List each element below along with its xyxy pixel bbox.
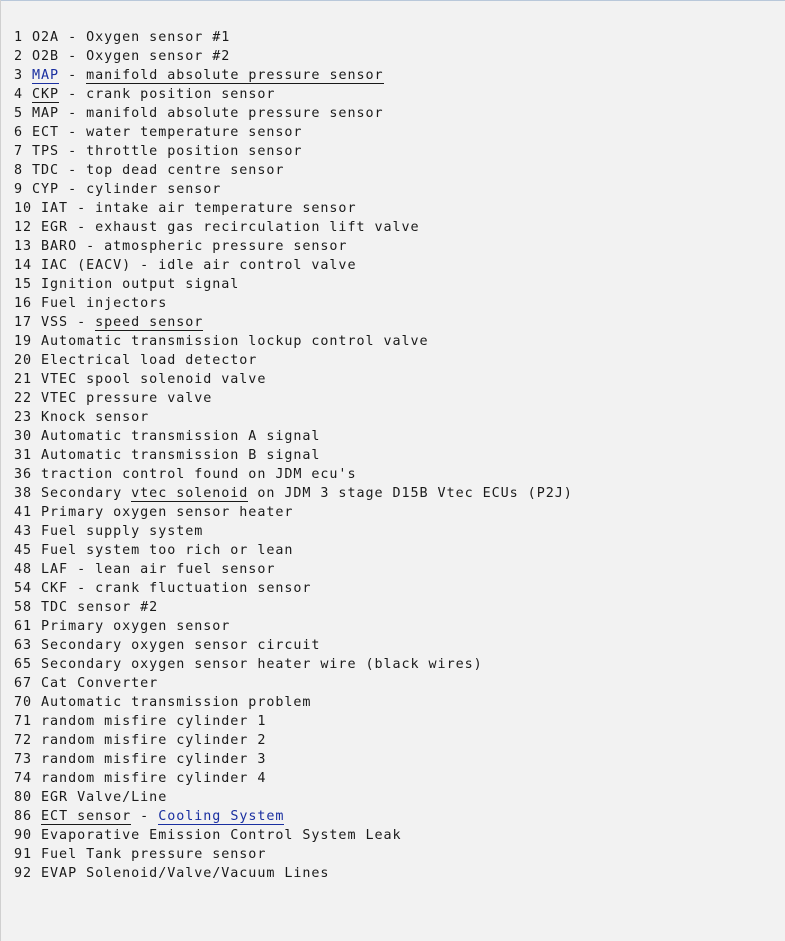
code-line [14, 408, 573, 427]
code-line [14, 142, 573, 161]
code-text: 80 EGR Valve/Line [14, 790, 168, 805]
underlined-term: speed sensor [95, 315, 204, 330]
code-line [14, 275, 573, 294]
top-border [0, 0, 785, 1]
code-text: 38 Secondary [14, 486, 132, 501]
code-text: 23 Knock sensor [14, 410, 150, 425]
code-line [14, 370, 573, 389]
left-border [0, 0, 1, 941]
code-text: 65 Secondary oxygen sensor heater wire (black wires) [14, 657, 483, 672]
code-text: 20 Electrical load detector [14, 353, 258, 368]
code-line [14, 522, 573, 541]
code-text: 43 Fuel supply system [14, 524, 204, 539]
code-line [14, 199, 573, 218]
code-line [14, 256, 573, 275]
code-text: 7 TPS - throttle position sensor [14, 144, 303, 159]
code-list [14, 28, 573, 883]
code-line [14, 28, 573, 47]
code-text: 61 Primary oxygen sensor [14, 619, 231, 634]
code-line [14, 541, 573, 560]
code-line [14, 332, 573, 351]
code-text: 13 BARO - atmospheric pressure sensor [14, 239, 348, 254]
code-text: 10 IAT - intake air temperature sensor [14, 201, 357, 216]
code-line [14, 674, 573, 693]
code-line [14, 579, 573, 598]
code-line [14, 104, 573, 123]
code-text: 90 Evaporative Emission Control System Leak [14, 828, 402, 843]
code-text: 6 ECT - water temperature sensor [14, 125, 303, 140]
code-text: 92 EVAP Solenoid/Valve/Vacuum Lines [14, 866, 330, 881]
code-text: 67 Cat Converter [14, 676, 159, 691]
code-text: 91 Fuel Tank pressure sensor [14, 847, 267, 862]
code-line [14, 560, 573, 579]
code-line [14, 123, 573, 142]
code-line [14, 66, 573, 85]
code-line [14, 484, 573, 503]
code-text: 63 Secondary oxygen sensor circuit [14, 638, 321, 653]
code-text: 73 random misfire cylinder 3 [14, 752, 267, 767]
code-text: 74 random misfire cylinder 4 [14, 771, 267, 786]
code-text: - [59, 68, 87, 83]
code-text: 1 O2A - Oxygen sensor #1 [14, 30, 231, 45]
code-line [14, 636, 573, 655]
code-link[interactable]: MAP [32, 68, 60, 83]
code-text: 72 random misfire cylinder 2 [14, 733, 267, 748]
code-line [14, 427, 573, 446]
code-line [14, 85, 573, 104]
code-line [14, 655, 573, 674]
code-text: 9 CYP - cylinder sensor [14, 182, 222, 197]
code-line [14, 503, 573, 522]
code-text: 15 Ignition output signal [14, 277, 240, 292]
code-line [14, 161, 573, 180]
code-line [14, 294, 573, 313]
code-text: 3 [14, 68, 33, 83]
underlined-term: manifold absolute pressure sensor [86, 68, 384, 83]
code-text: 2 O2B - Oxygen sensor #2 [14, 49, 231, 64]
code-line [14, 313, 573, 332]
code-text: 30 Automatic transmission A signal [14, 429, 321, 444]
code-text: 31 Automatic transmission B signal [14, 448, 321, 463]
code-line [14, 180, 573, 199]
underlined-term: vtec solenoid [131, 486, 249, 501]
underlined-term: ECT sensor [41, 809, 132, 824]
code-text: 48 LAF - lean air fuel sensor [14, 562, 276, 577]
code-text: - crank position sensor [59, 87, 276, 102]
code-text: 58 TDC sensor #2 [14, 600, 159, 615]
code-line [14, 693, 573, 712]
code-text: - [131, 809, 159, 824]
code-text: 14 IAC (EACV) - idle air control valve [14, 258, 357, 273]
underlined-term: CKP [32, 87, 60, 102]
code-line [14, 826, 573, 845]
code-text: 19 Automatic transmission lockup control valve [14, 334, 429, 349]
code-text: 12 EGR - exhaust gas recirculation lift valve [14, 220, 420, 235]
code-text: 70 Automatic transmission problem [14, 695, 312, 710]
code-line [14, 731, 573, 750]
code-text: 16 Fuel injectors [14, 296, 168, 311]
code-line [14, 788, 573, 807]
code-line [14, 389, 573, 408]
code-text: 4 [14, 87, 33, 102]
code-line [14, 864, 573, 883]
code-line [14, 750, 573, 769]
code-line [14, 598, 573, 617]
code-text: 54 CKF - crank fluctuation sensor [14, 581, 312, 596]
code-text: 41 Primary oxygen sensor heater [14, 505, 294, 520]
code-link[interactable]: Cooling System [158, 809, 285, 824]
code-text: 22 VTEC pressure valve [14, 391, 213, 406]
code-line [14, 351, 573, 370]
code-text: 8 TDC - top dead centre sensor [14, 163, 285, 178]
code-text: 86 [14, 809, 42, 824]
code-line [14, 807, 573, 826]
code-text: 21 VTEC spool solenoid valve [14, 372, 267, 387]
code-line [14, 237, 573, 256]
code-line [14, 465, 573, 484]
code-line [14, 446, 573, 465]
code-text: 5 MAP - manifold absolute pressure sensor [14, 106, 384, 121]
code-text: on JDM 3 stage D15B Vtec ECUs (P2J) [248, 486, 573, 501]
code-text: 71 random misfire cylinder 1 [14, 714, 267, 729]
code-line [14, 617, 573, 636]
code-line [14, 845, 573, 864]
code-line [14, 47, 573, 66]
code-line [14, 769, 573, 788]
code-text: 36 traction control found on JDM ecu's [14, 467, 357, 482]
code-text: 17 VSS - [14, 315, 96, 330]
code-line [14, 712, 573, 731]
code-text: 45 Fuel system too rich or lean [14, 543, 294, 558]
code-line [14, 218, 573, 237]
